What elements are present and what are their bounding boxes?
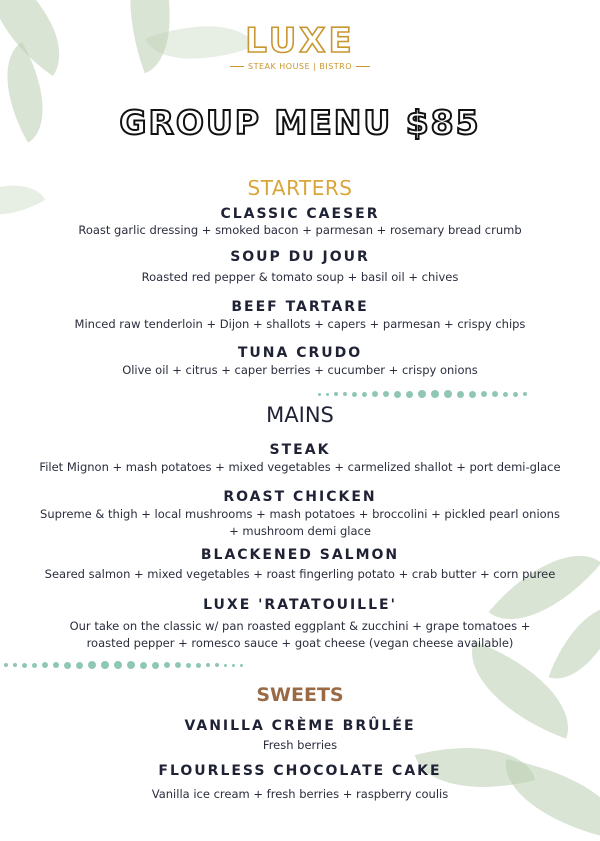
brand-logo [0, 22, 600, 71]
dotted-divider [318, 388, 532, 400]
dish-description: Roasted red pepper & tomato soup + basil oil + chives [141, 270, 459, 284]
dish-name: ROAST CHICKEN [223, 489, 377, 505]
dish-name: BEEF TARTARE [231, 299, 369, 315]
dish-description: Fresh berries [262, 738, 338, 752]
dish-description: Minced raw tenderloin + Dijon + shallots + capers + parmesan + crispy chips [74, 317, 526, 331]
brand-subtitle [0, 62, 600, 71]
dish-name: STEAK [269, 442, 331, 458]
dish-name: CLASSIC CAESER [220, 206, 380, 222]
section-heading-starters: STARTERS [247, 176, 353, 200]
dish-description: Supreme & thigh + local mushrooms + mash potatoes + broccolini + pickled pearl onions + mushroom demi glace [40, 507, 560, 538]
dish-description: Seared salmon + mixed vegetables + roast fingerling potato + crab butter + corn puree [44, 567, 556, 581]
section-heading-sweets: SWEETS [256, 684, 344, 706]
dotted-divider [4, 659, 248, 671]
dish-name: TUNA CRUDO [237, 345, 363, 361]
dish-description: Filet Mignon + mash potatoes + mixed vegetables + carmelized shallot + port demi-glace [39, 460, 561, 474]
menu-title: GROUP MENU $85 [119, 103, 481, 142]
dish-name: BLACKENED SALMON [200, 547, 400, 563]
dish-description: Roast garlic dressing + smoked bacon + parmesan + rosemary bread crumb [78, 223, 522, 237]
dish-description: Our take on the classic w/ pan roasted eggplant & zucchini + grape tomatoes + roasted pepper + romesco sauce + goat cheese (vegan cheese available) [69, 619, 531, 650]
section-heading-mains: MAINS [266, 403, 334, 427]
dish-name: FLOURLESS CHOCOLATE CAKE [158, 763, 442, 779]
brand-name: LUXE [245, 21, 355, 61]
dish-name: SOUP DU JOUR [230, 249, 370, 265]
dish-description: Olive oil + citrus + caper berries + cucumber + crispy onions [122, 363, 478, 377]
brand-subtitle-text: STEAK HOUSE | BISTRO [247, 62, 353, 71]
dish-name: VANILLA CRÈME BRÛLÉE [184, 718, 416, 734]
dish-name: LUXE 'RATATOUILLE' [203, 597, 397, 613]
dish-description: Vanilla ice cream + fresh berries + raspberry coulis [151, 787, 449, 801]
